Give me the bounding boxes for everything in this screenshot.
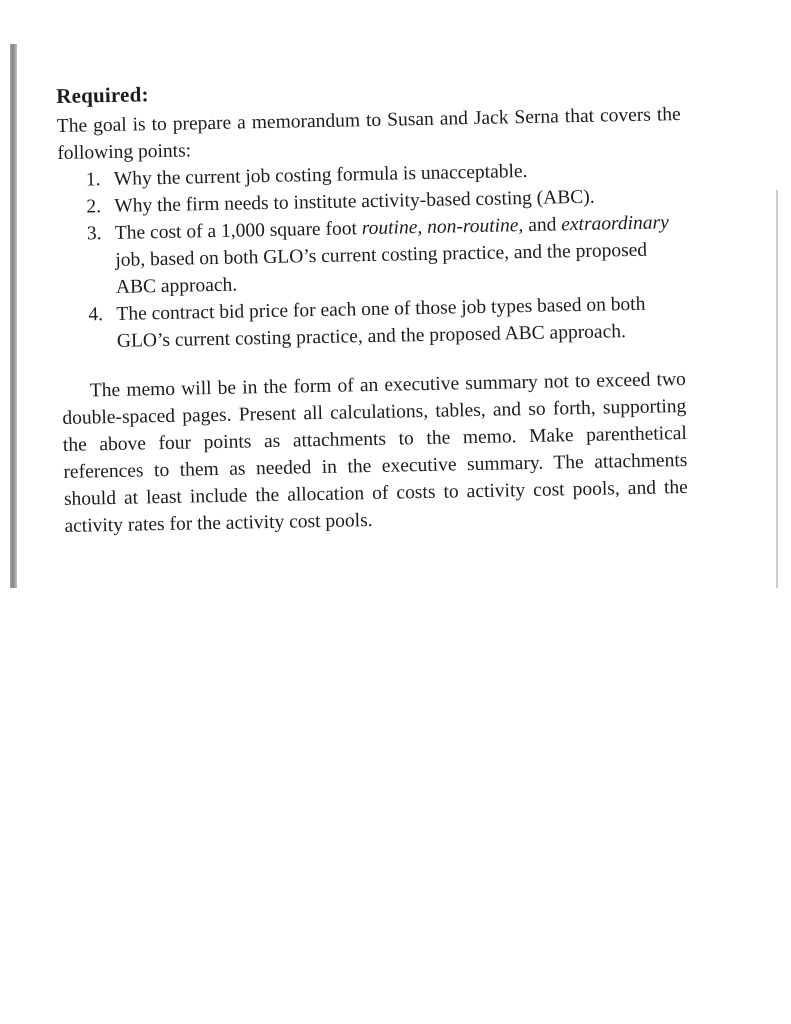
list-item: [60, 290, 685, 356]
list-item-text: Why the current job costing formula is unacceptable.: [113, 160, 528, 190]
list-number: 2.: [86, 196, 102, 218]
list-item-text-part: The cost of a 1,000 square foot: [114, 218, 362, 244]
list-item-emphasis: extraordinary: [561, 212, 670, 236]
list-number: 4.: [88, 304, 104, 326]
list-number: 1.: [85, 169, 101, 191]
list-item-text-part: and: [523, 214, 562, 237]
required-heading: Required:: [56, 82, 149, 108]
closing-paragraph: The memo will be in the form of an executive summary not to exceed two double-spaced pages. Present all calculations, tables, and so forth, supporting the above four points as attachments to the memo. Make parenthetical references to them as needed in the executive summary. The attachments should at least include the allocation of costs to activity cost pools, and the activity rates for the activity cost pools.: [62, 368, 689, 537]
document-page: [56, 72, 689, 540]
list-item: [59, 209, 684, 302]
list-item-emphasis: routine, non-routine,: [361, 215, 524, 240]
list-item-text: Why the firm needs to institute activity-based costing (ABC).: [114, 186, 595, 217]
intro-paragraph: The goal is to prepare a memorandum to Susan and Jack Serna that covers the following points:: [56, 104, 681, 164]
scan-shadow-left: [10, 44, 17, 588]
scan-shadow-right: [776, 190, 778, 588]
points-list: [58, 155, 686, 356]
list-item-text: The contract bid price for each one of those job types based on both GLO’s current costing practice, and the proposed ABC approach.: [116, 293, 646, 352]
list-item-text-part: job, based on both GLO’s current costing practice, and the proposed ABC approach.: [115, 239, 648, 298]
list-number: 3.: [86, 223, 102, 245]
